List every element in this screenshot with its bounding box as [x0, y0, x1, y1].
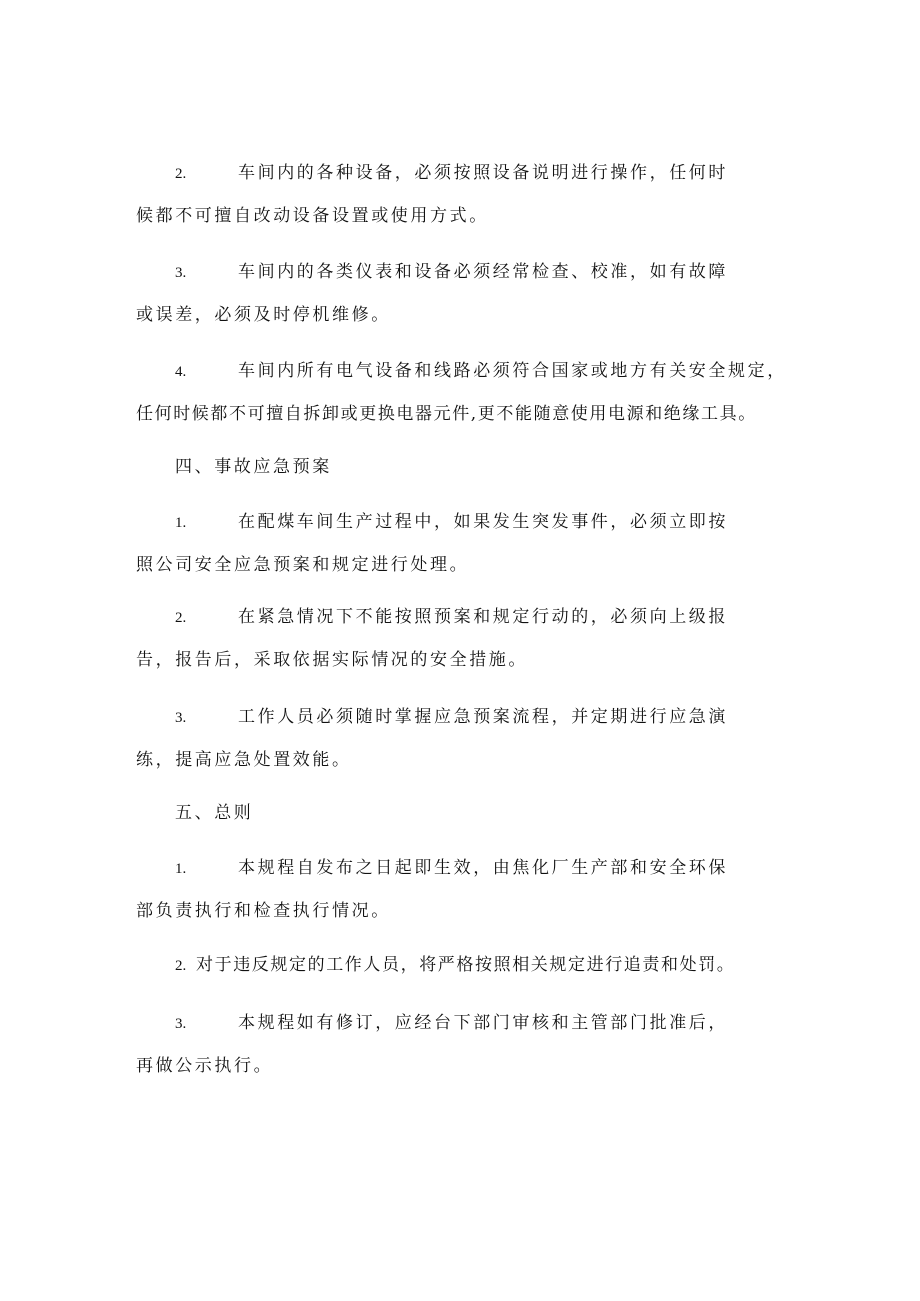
item-text-line: 告，报告后，采取依据实际情况的安全措施。	[136, 650, 528, 670]
item-text-line: 本规程自发布之日起即生效，由焦化厂生产部和安全环保	[238, 858, 728, 878]
item-text-line: 对于违反规定的工作人员，将严格按照相关规定进行追责和处罚。	[196, 955, 736, 975]
item-number: 3.	[175, 265, 187, 281]
item-text-line: 本规程如有修订，应经台下部门审核和主管部门批准后，	[238, 1013, 728, 1033]
item-number: 4.	[175, 364, 187, 380]
item-number: 2.	[175, 166, 187, 182]
item-text-line: 部负责执行和检查执行情况。	[136, 901, 391, 921]
item-text-line: 车间内的各种设备，必须按照设备说明进行操作，任何时	[238, 163, 728, 183]
item-number: 2.	[175, 958, 187, 974]
item-text-line: 车间内的各类仪表和设备必须经常检查、校准，如有故障	[238, 262, 728, 282]
item-text-line: 再做公示执行。	[136, 1056, 274, 1076]
item-text-line: 照公司安全应急预案和规定进行处理。	[136, 555, 470, 575]
section-heading: 五、总则	[175, 803, 254, 823]
section-heading: 四、事故应急预案	[175, 457, 332, 477]
item-text-line: 在配煤车间生产过程中，如果发生突发事件，必须立即按	[238, 512, 728, 532]
item-text-line: 车间内所有电气设备和线路必须符合国家或地方有关安全规定，	[238, 361, 787, 381]
item-number: 3.	[175, 710, 187, 726]
item-number: 1.	[175, 515, 187, 531]
item-text-line: 任何时候都不可擅自拆卸或更换电器元件,更不能随意使用电源和绝缘工具。	[136, 404, 757, 424]
item-text-line: 在紧急情况下不能按照预案和规定行动的，必须向上级报	[238, 607, 728, 627]
item-text-line: 练，提高应急处置效能。	[136, 750, 352, 770]
item-text-line: 工作人员必须随时掌握应急预案流程，并定期进行应急演	[238, 707, 728, 727]
item-number: 3.	[175, 1016, 187, 1032]
item-text-line: 或误差，必须及时停机维修。	[136, 305, 391, 325]
item-number: 2.	[175, 610, 187, 626]
item-text-line: 候都不可擅自改动设备设置或使用方式。	[136, 206, 489, 226]
item-number: 1.	[175, 861, 187, 877]
